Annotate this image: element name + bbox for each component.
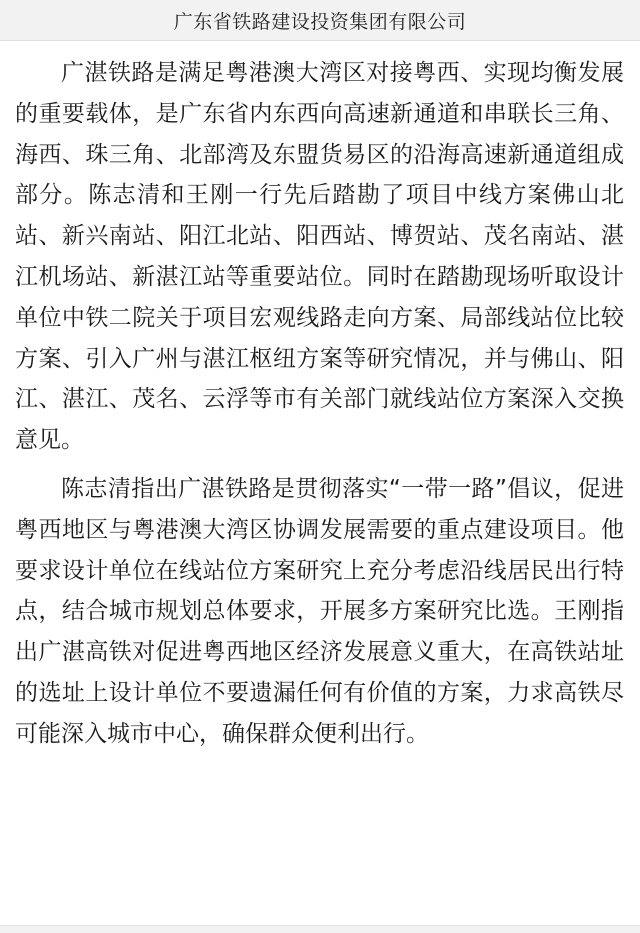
content-spacer: [15, 41, 624, 53]
bottom-divider: [0, 925, 640, 933]
article-paragraph-1: 广湛铁路是满足粤港澳大湾区对接粤西、实现均衡发展的重要载体，是广东省内东西向高速新通道和串联长三角、海西、珠三角、北部湾及东盟货易区的沿海高速新通道组成部分。陈志清和王刚一行先后踏勘了项目中线方案佛山北站、新兴南站、阳江北站、阳西站、博贺站、茂名南站、湛江机场站、新湛江站等重要站位。同时在踏勘现场听取设计单位中铁二院关于项目宏观线路走向方案、局部线站位比较方案、引入广州与湛江枢纽方案等研究情况，并与佛山、阳江、湛江、茂名、云浮等市有关部门就线站位方案深入交换意见。: [15, 60, 624, 454]
header-bar: [0, 0, 640, 41]
article-paragraph-2: 陈志清指出广湛铁路是贯彻落实“一带一路”倡议，促进粤西地区与粤港澳大湾区协调发展需要的重点建设项目。他要求设计单位在线站位方案研究上充分考虑沿线居民出行特点，结合城市规划总体要求，开展多方案研究比选。王刚指出广湛高铁对促进粤西地区经济发展意义重大，在高铁站址的选址上设计单位不要遗漏任何有价值的方案，力求高铁尽可能深入城市中心，确保群众便利出行。: [15, 475, 624, 747]
page-title: 广东省铁路建设投资集团有限公司: [173, 10, 467, 33]
article-body: [0, 41, 640, 755]
